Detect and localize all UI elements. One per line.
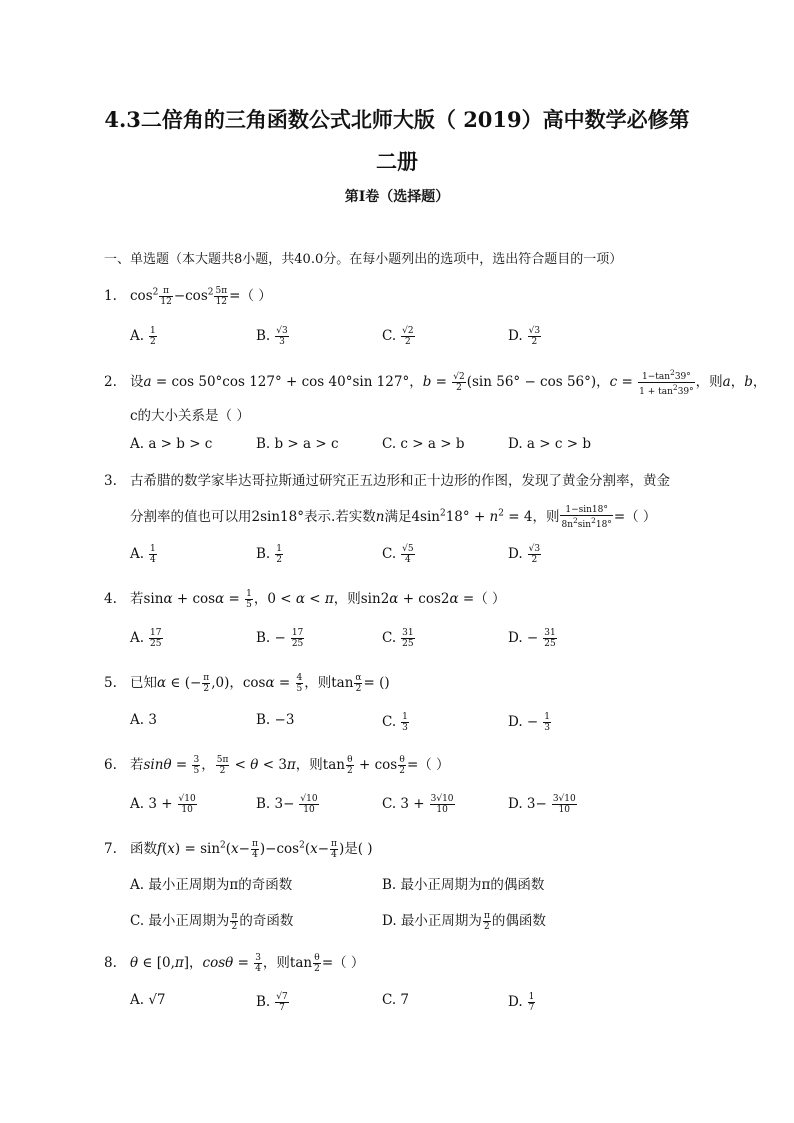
- question-number: 2.: [104, 374, 117, 390]
- question-number: 7.: [104, 841, 117, 857]
- question-number: 1.: [104, 288, 117, 304]
- question-number: 4.: [104, 591, 117, 607]
- q1-option-b[interactable]: B. $\frac{√3}{3}$: [256, 326, 288, 347]
- q3-option-c[interactable]: C. $\frac{√5}{4}$: [382, 544, 414, 565]
- q8-option-b[interactable]: B. $\frac{√7}{7}$: [256, 992, 288, 1013]
- q8-option-a[interactable]: A. √7: [130, 992, 166, 1008]
- q5-option-a[interactable]: A. 3: [130, 712, 157, 728]
- q1-option-c[interactable]: C. $\frac{√2}{2}$: [382, 326, 414, 347]
- q1-option-d[interactable]: D. $\frac{√3}{2}$: [508, 326, 541, 347]
- question-number: 5.: [104, 675, 117, 691]
- q4-option-b[interactable]: B. − $\frac{17}{25}$: [256, 628, 304, 649]
- question-4: 4. 若sinα + cosα = $\frac{1}{5}$ ，0 < α < π，则sin2α + cos2α =（ ）: [104, 589, 506, 610]
- q6-option-b[interactable]: B. 3− $\frac{√10}{10}$: [256, 794, 318, 815]
- question-2-cont: c的大小关系是（ ）: [130, 408, 250, 424]
- q6-option-c[interactable]: C. 3 + $\frac{3√10}{10}$: [382, 794, 454, 815]
- question-3: 3. 古希腊的数学家毕达哥拉斯通过研究正五边形和正十边形的作图，发现了黄金分割率，黄金: [104, 473, 670, 489]
- volume-subtitle: 第I卷（选择题）: [344, 189, 450, 205]
- q4-option-a[interactable]: A. $\frac{17}{25}$: [130, 628, 162, 649]
- section-heading: 一、单选题（本大题共8小题，共40.0分。在每小题列出的选项中，选出符合题目的一项）: [104, 252, 623, 267]
- q3-option-b[interactable]: B. $\frac{1}{2}$: [256, 544, 282, 565]
- question-3-cont: 分割率的值也可以用2sin18°表示.若实数n满足$4\sin^218^\circ + n^2 = 4$，则 $\frac{1-\sin 18^\circ}{8n^2\sin^218^\circ}$ =（ ）: [130, 505, 657, 530]
- q7-option-b[interactable]: B. 最小正周期为π的偶函数: [382, 877, 545, 893]
- q2-option-c[interactable]: C. c > a > b: [382, 436, 465, 452]
- question-number: 6.: [104, 757, 117, 773]
- q7-option-a[interactable]: A. 最小正周期为π的奇函数: [130, 877, 293, 893]
- q4-option-c[interactable]: C. $\frac{31}{25}$: [382, 628, 414, 649]
- q5-option-d[interactable]: D. − $\frac{1}{3}$: [508, 712, 550, 733]
- doc-title-line2: 二册: [376, 149, 418, 174]
- question-6: 6. 若sinθ = $\frac{3}{5}$ ， $\frac{5\pi}{2}$ < θ < 3π，则tan $\frac{\theta}{2}$ + cos $\frac{\theta}{2}$ =（ ）: [104, 755, 450, 776]
- q2-option-d[interactable]: D. a > c > b: [508, 436, 591, 452]
- question-5: 5. 已知α ∈ (− $\frac{\pi}{2}$ ,0)，cosα = $\frac{4}{5}$ ，则tan $\frac{\alpha}{2}$ = (): [104, 673, 390, 694]
- q8-option-d[interactable]: D. $\frac{1}{7}$: [508, 992, 535, 1013]
- q8-option-c[interactable]: C. 7: [382, 992, 410, 1008]
- q6-option-a[interactable]: A. 3 + $\frac{√10}{10}$: [130, 794, 196, 815]
- doc-title-line1: 4.3二倍角的三角函数公式北师大版（ 2019）高中数学必修第: [104, 107, 690, 132]
- q3-option-d[interactable]: D. $\frac{√3}{2}$: [508, 544, 541, 565]
- q7-option-c[interactable]: C. 最小正周期为 $\frac{\pi}{2}$ 的奇函数: [130, 911, 294, 932]
- q3-option-a[interactable]: A. $\frac{1}{4}$: [130, 544, 156, 565]
- q5-option-c[interactable]: C. $\frac{1}{3}$: [382, 712, 408, 733]
- question-8: 8. θ ∈ [0,π]，cosθ = $\frac{3}{4}$ ，则tan $\frac{\theta}{2}$ =（ ）: [104, 953, 365, 974]
- q5-option-b[interactable]: B. −3: [256, 712, 295, 728]
- question-2: 2. 设a = cos 50°cos 127° + cos 40°sin 127°，b = $\frac{√2}{2}$ (sin 56° − cos 56°)，c = $\frac{1-\tan^239^\circ}{1 + \tan^239^\circ}$ ，则a，b，: [104, 368, 767, 397]
- question-7: 7. 函数$f(x) = \sin^2(x-$ $\frac{\pi}{4}$ )$-\cos^2(x-$ $\frac{\pi}{4}$ )是( ): [104, 839, 373, 860]
- q2-option-a[interactable]: A. a > b > c: [130, 436, 213, 452]
- q2-option-b[interactable]: B. b > a > c: [256, 436, 339, 452]
- q6-option-d[interactable]: D. 3− $\frac{3√10}{10}$: [508, 794, 576, 815]
- question-number: 8.: [104, 955, 117, 971]
- question-1: 1. $\cos^2$ $\frac{\pi}{12}$ $-\cos^2$ $\frac{5\pi}{12}$ =（ ）: [104, 286, 272, 307]
- q4-option-d[interactable]: D. − $\frac{31}{25}$: [508, 628, 556, 649]
- q7-option-d[interactable]: D. 最小正周期为 $\frac{\pi}{2}$ 的偶函数: [382, 911, 546, 932]
- q1-option-a[interactable]: A. $\frac{1}{2}$: [130, 326, 156, 347]
- question-number: 3.: [104, 473, 117, 489]
